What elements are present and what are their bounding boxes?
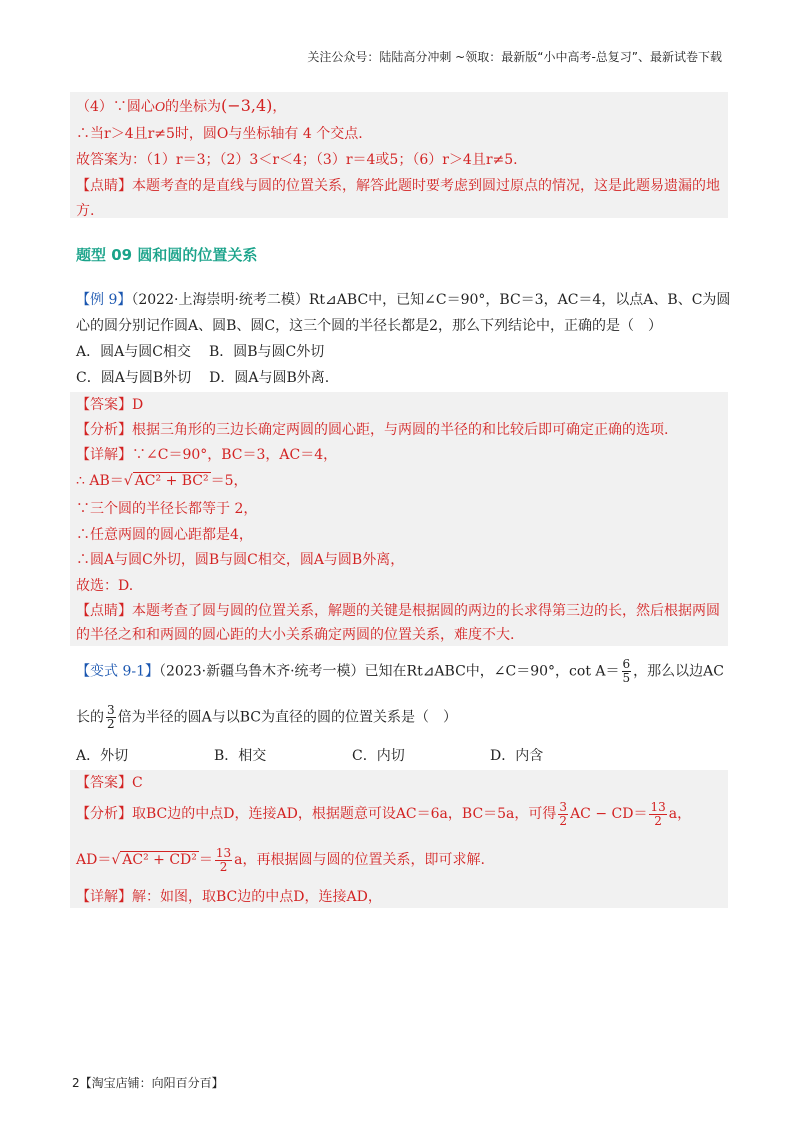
solution-line-4: 【点睛】本题考查的是直线与圆的位置关系，解答此题时要考虑到圆过原点的情况，这是此题易遗漏的地 [76, 178, 720, 194]
variant9-detail: 【详解】解：如图，取BC边的中点D，连接AD， [76, 889, 382, 905]
example9-options-row1: A．圆A与圆C相交 B．圆B与圆C外切 [76, 344, 325, 360]
section-title: 题型 09 圆和圆的位置关系 [76, 246, 258, 264]
example9-note-2: 的半径之和和两圆的圆心距的大小关系确定两圆的位置关系，难度不大. [76, 627, 515, 643]
page-header: 关注公众号：陆陆高分冲刺 ~领取：最新版“小中高考-总复习”、最新试卷下载 [307, 50, 722, 64]
example9-detail-1: 【详解】∵∠C＝90°，BC＝3，AC＝4， [76, 447, 338, 463]
variant9-analysis-2: AD＝√ AC² + CD² ＝ $\frac{13}{2}$ a，再根据圆与圆的位置关系，即可求解. [76, 845, 485, 874]
variant9-question-line2: 长的 $\frac{3}{2}$ 倍为半径的圆A与以BC为直径的圆的位置关系是（ ） [76, 703, 458, 731]
example9-options-row2: C．圆A与圆B外切 D．圆A与圆B外离. [76, 370, 330, 386]
variant9-answer: 【答案】C [76, 775, 143, 791]
solution-line-2: ∴当r＞4且r≠5时，圆O与坐标轴有 4 个交点. [76, 126, 363, 142]
page-footer: 2【淘宝店铺：向阳百分百】 [72, 1076, 224, 1090]
example9-detail-4: ∴任意两圆的圆心距都是4， [76, 527, 253, 543]
example9-question-line2: 心的圆分别记作圆A、圆B、圆C，这三个圆的半径长都是2，那么下列结论中，正确的是（ ） [76, 318, 663, 334]
example9-tag: 【例 9】 [76, 292, 132, 308]
variant9-analysis-1: 【分析】取BC边的中点D，连接AD，根据题意可设AC＝6a，BC＝5a，可得 $\frac{3}{2}$ AC − CD＝ $\frac{13}{2}$ a， [76, 799, 692, 828]
solution-line-5: 方. [76, 203, 95, 219]
example9-detail-2: ∴ AB＝√ AC² + BC² ＝5， [76, 473, 248, 489]
variant9-options: A．外切 B．相交 C．内切 D．内含 [76, 748, 544, 764]
example9-answer: 【答案】D [76, 397, 144, 413]
variant9-tag: 【变式 9-1】 [76, 663, 159, 680]
variant9-question-line1: 【变式 9-1】（2023·新疆乌鲁木齐·统考一模）已知在Rt⊿ABC中，∠C＝90°，cot A＝ $\frac{6}{5}$ ，那么以边AC [76, 657, 724, 685]
example9-note-1: 【点睛】本题考查了圆与圆的位置关系，解题的关键是根据圆的两边的长求得第三边的长，然后根据两圆 [76, 603, 720, 619]
example9-detail-3: ∵三个圆的半径长都等于 2， [76, 501, 258, 517]
solution-line-3: 故答案为：（1）r＝3；（2）3＜r＜4；（3）r＝4或5；（6）r＞4且r≠5. [76, 152, 518, 168]
example9-question-line1: 【例 9】（2022·上海崇明·统考二模）Rt⊿ABC中，已知∠C＝90°，BC＝3，AC＝4，以点A、B、C为圆 [76, 292, 731, 308]
example9-detail-6: 故选：D. [76, 578, 134, 594]
example9-detail-5: ∴圆A与圆C外切，圆B与圆C相交，圆A与圆B外离， [76, 552, 405, 568]
solution-line-1: （4）∵圆心O的坐标为(−3,4)， [76, 96, 287, 115]
example9-analysis: 【分析】根据三角形的三边长确定两圆的圆心距，与两圆的半径的和比较后即可确定正确的选项. [76, 422, 669, 438]
